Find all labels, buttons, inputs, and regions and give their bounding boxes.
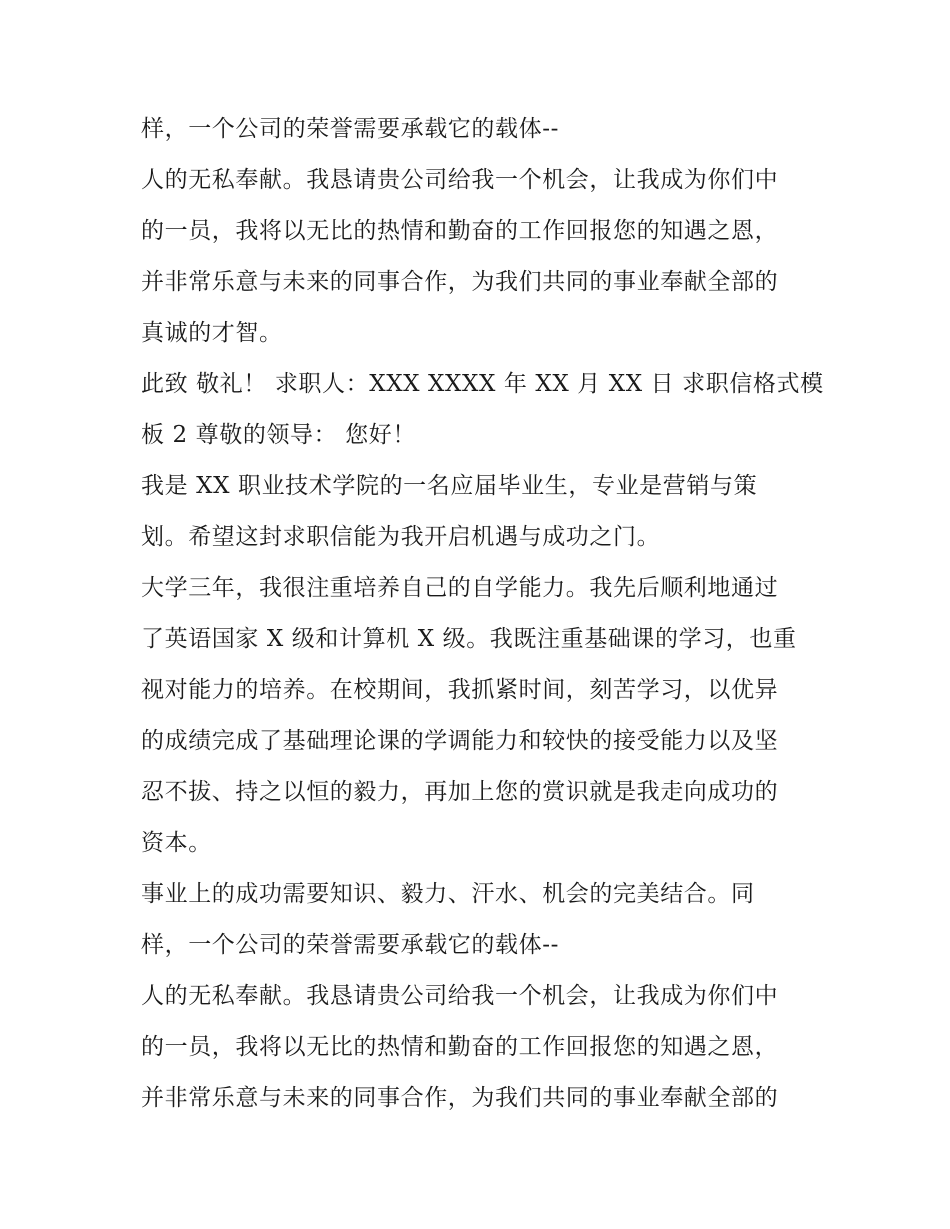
text-line: 样，一个公司的荣誉需要承载它的载体-- [141, 932, 559, 958]
text-line: 事业上的成功需要知识、毅力、汗水、机会的完美结合。同 [141, 881, 755, 907]
text-line: 的一员，我将以无比的热情和勤奋的工作回报您的知遇之恩， [141, 218, 779, 244]
text-line: 了英语国家 X 级和计算机 X 级。我既注重基础课的学习，也重 [141, 626, 797, 652]
text-line: 的一员，我将以无比的热情和勤奋的工作回报您的知遇之恩， [141, 1034, 779, 1060]
text-line: 样，一个公司的荣誉需要承载它的载体-- [141, 116, 559, 142]
text-line: 此致 敬礼！ 求职人：XXX XXXX 年 XX 月 XX 日 求职信格式模 [141, 371, 824, 397]
document-body [141, 104, 841, 1124]
text-line: 大学三年，我很注重培养自己的自学能力。我先后顺利地通过 [141, 575, 779, 601]
text-line: 并非常乐意与未来的同事合作，为我们共同的事业奉献全部的 [141, 269, 779, 295]
text-line: 的成绩完成了基础理论课的学调能力和较快的接受能力以及坚 [141, 728, 779, 754]
text-line: 板 2 尊敬的领导： 您好！ [141, 422, 416, 448]
text-line: 忍不拔、持之以恒的毅力，再加上您的赏识就是我走向成功的 [141, 779, 779, 805]
text-line: 真诚的才智。 [141, 320, 283, 346]
text-line: 并非常乐意与未来的同事合作，为我们共同的事业奉献全部的 [141, 1085, 779, 1111]
text-line: 划。希望这封求职信能为我开启机遇与成功之门。 [141, 524, 661, 550]
text-line: 人的无私奉献。我恳请贵公司给我一个机会，让我成为你们中 [141, 983, 779, 1009]
text-line: 资本。 [141, 830, 212, 856]
text-line: 我是 XX 职业技术学院的一名应届毕业生，专业是营销与策 [141, 473, 758, 499]
text-line: 视对能力的培养。在校期间，我抓紧时间，刻苦学习，以优异 [141, 677, 779, 703]
text-line: 人的无私奉献。我恳请贵公司给我一个机会，让我成为你们中 [141, 167, 779, 193]
